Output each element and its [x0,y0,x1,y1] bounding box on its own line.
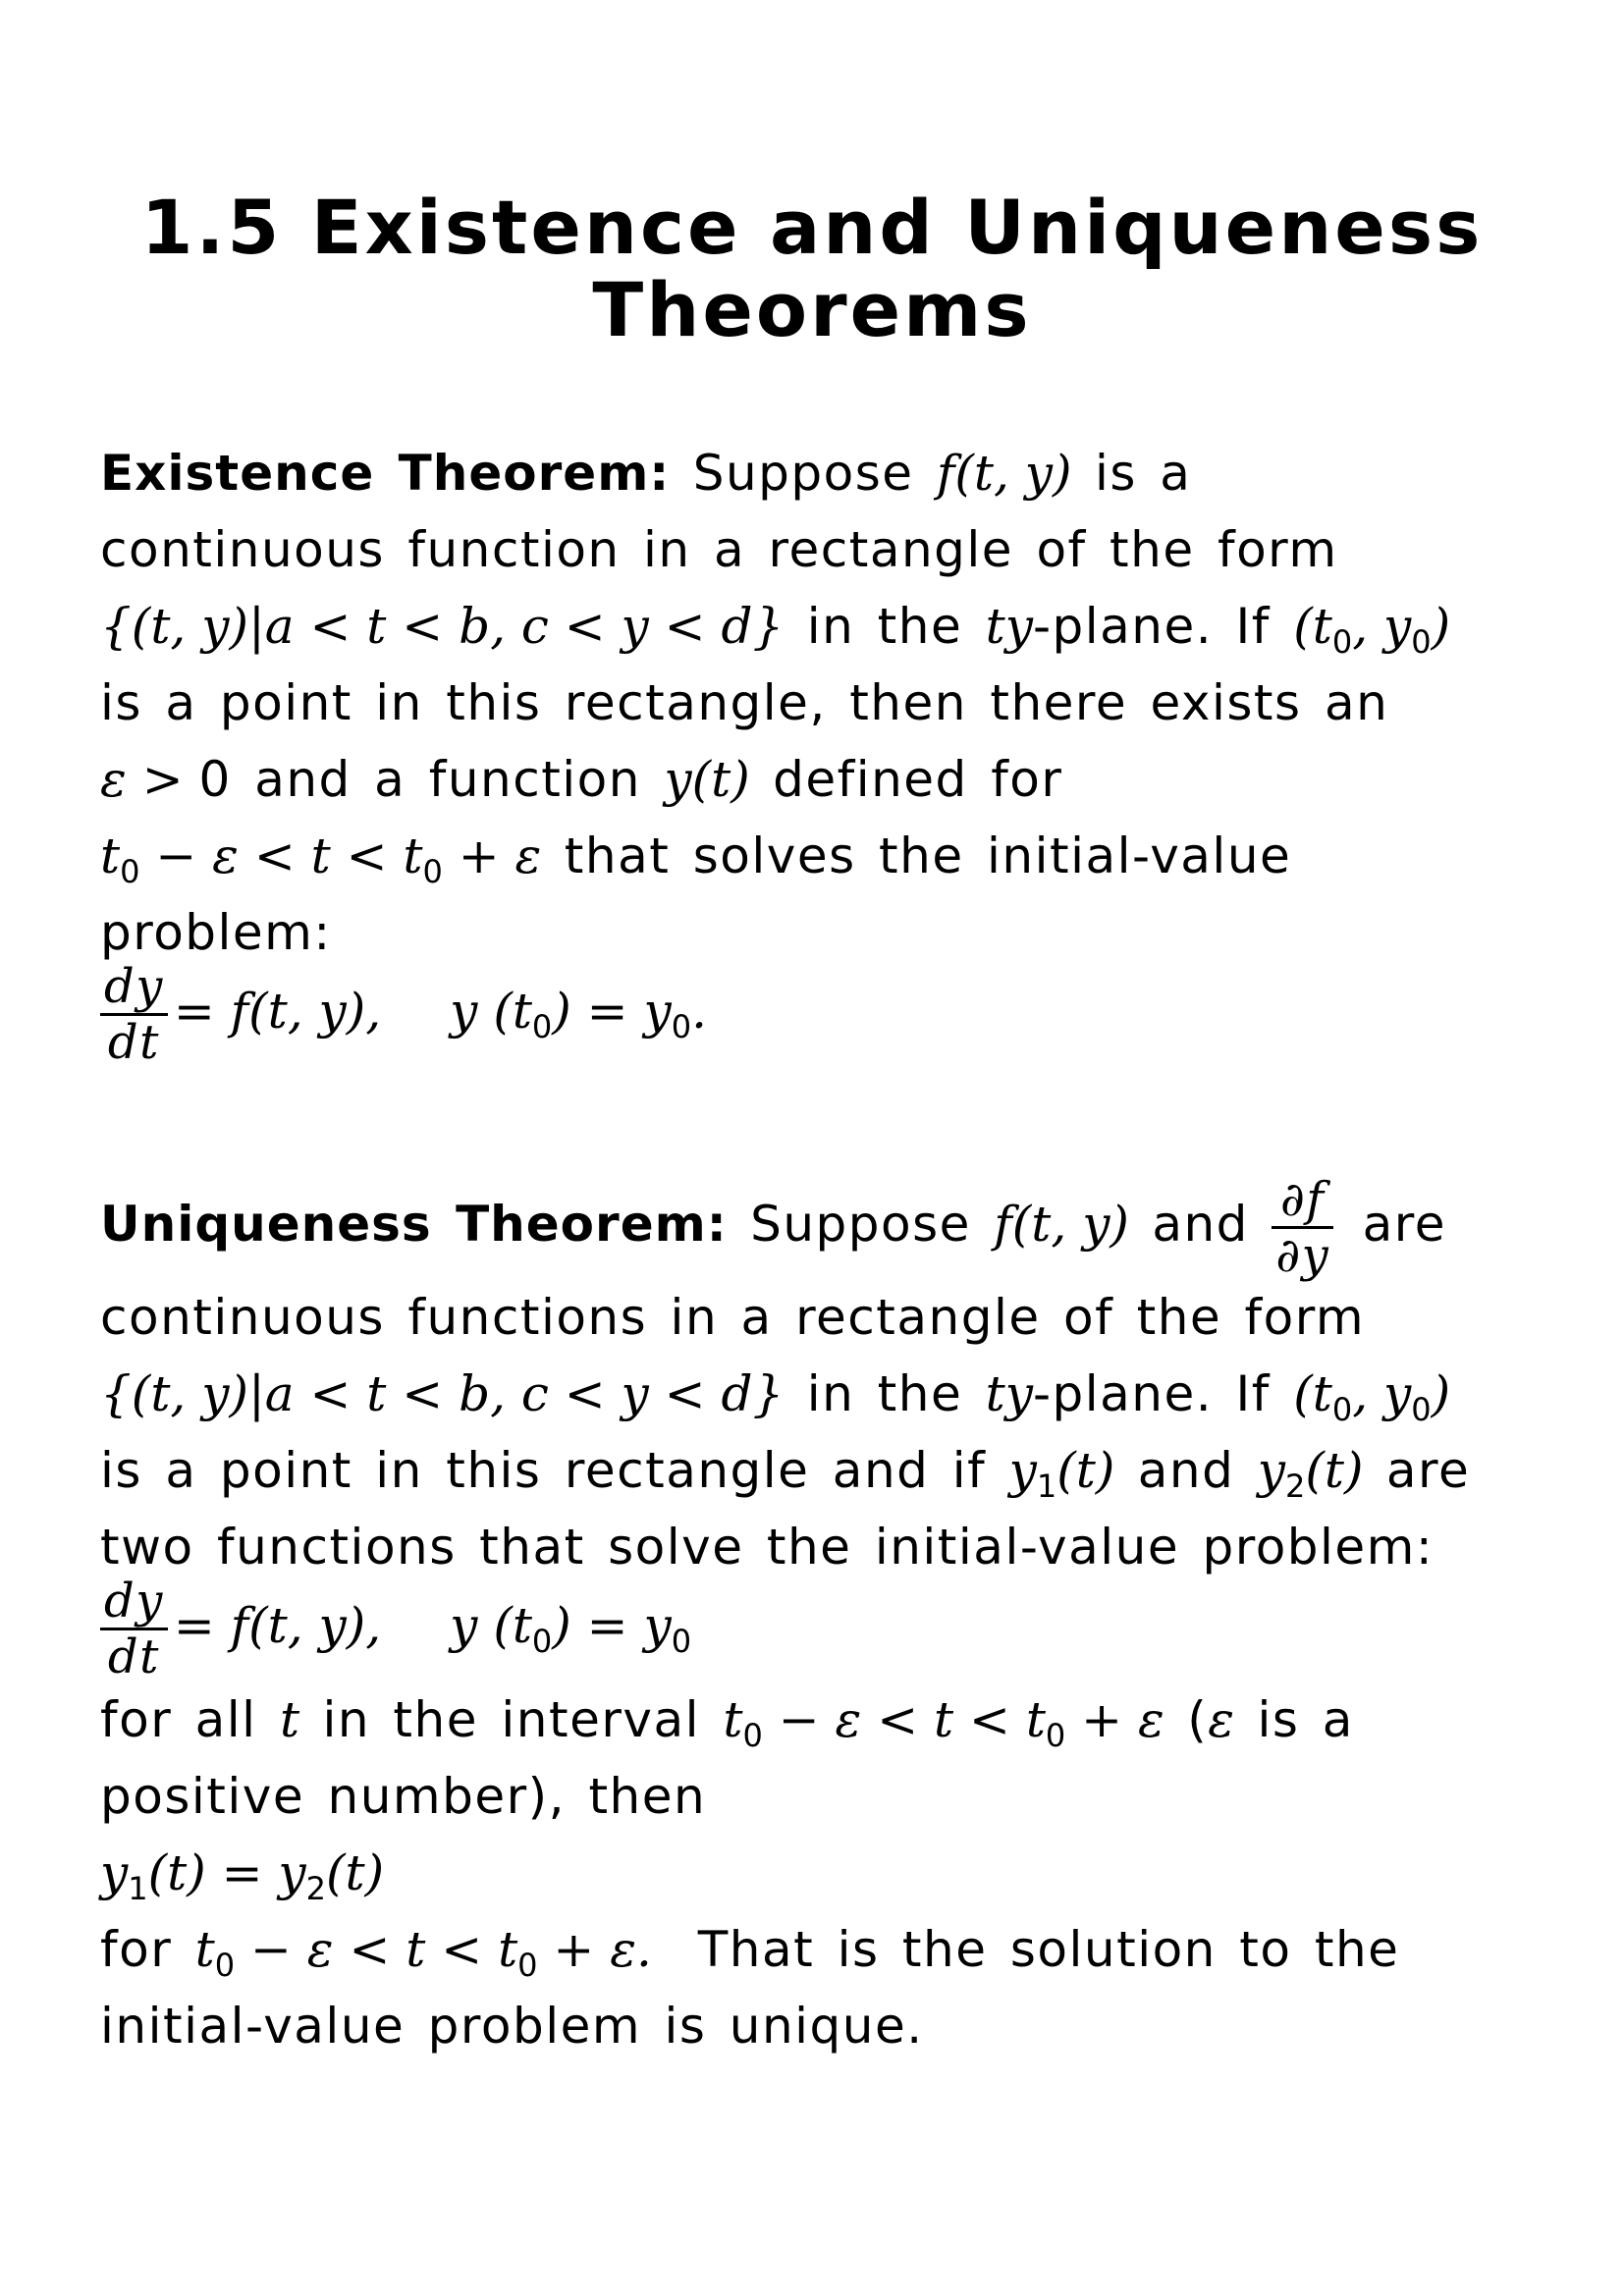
uniqueness-line-10: initial-value problem is unique. [100,1998,924,2055]
uniqueness-equation: $\frac{dy}{dt}$ = f(t, y), y $(t_0) = y_0$ [100,1575,691,1683]
math-point: ($t_0$, $y_0$) [1293,598,1451,661]
existence-line-1: Existence Theorem: Suppose f(t, y) is a [100,445,1192,502]
derivative-fraction: $\frac{dy}{dt}$ [100,1575,168,1683]
uniqueness-equality: $y_1(t) = y_2(t)$ [100,1844,385,1907]
uniqueness-line-3: {(t, y)|a < t < b, c < y < d} in the ty-plane. If ($t_0$, $y_0$) [100,1365,1451,1428]
existence-line-7: problem: [100,904,332,961]
uniqueness-line-7: positive number), then [100,1768,707,1825]
math-f: f(t, y) [936,445,1072,502]
uniqueness-line-1: Uniqueness Theorem: Suppose f(t, y) and $\frac{\partial f}{\partial y}$ are [100,1172,1447,1283]
uniqueness-line-4: is a point in this rectangle and if $y_1(t)$ and $y_2(t)$ are [100,1442,1471,1505]
math-rectangle-set: {(t, y)|a < t < b, c < y < d} [100,598,785,655]
uniqueness-label: Uniqueness Theorem: [100,1196,728,1253]
uniqueness-line-6: for all t in the interval $t_0 - \varepsilon < t < t_0 + \varepsilon$ (ε is a [100,1691,1354,1754]
uniqueness-line-2: continuous functions in a rectangle of the form [100,1289,1366,1346]
uniqueness-line-5: two functions that solve the initial-value problem: [100,1519,1435,1575]
title-line-1: 1.5 Existence and Uniqueness [140,184,1484,271]
existence-line-6: $t_0 - \varepsilon < t < t_0 + \varepsilon$ that solves the initial-value [100,828,1292,890]
partial-derivative-fraction: $\frac{\partial f}{\partial y}$ [1272,1173,1333,1282]
title-line-2: Theorems [592,266,1032,353]
derivative-fraction: $\frac{dy}{dt}$ [100,960,168,1069]
existence-equation: $\frac{dy}{dt}$ = f(t, y), y $(t_0) = y_0$. [100,960,707,1069]
existence-line-5: ε > 0 and a function y(t) defined for [100,751,1063,808]
math-interval: $t_0 - \varepsilon < t < t_0 + \varepsilon$ [100,828,542,890]
existence-line-3: {(t, y)|a < t < b, c < y < d} in the ty-plane. If ($t_0$, $y_0$) [100,598,1451,661]
existence-line-2: continuous function in a rectangle of the form [100,521,1338,578]
page-title [0,184,1624,353]
existence-line-4: is a point in this rectangle, then there exists an [100,674,1389,731]
existence-label: Existence Theorem: [100,445,671,502]
uniqueness-line-9: for $t_0 - \varepsilon < t < t_0 + \varepsilon$. That is the solution to the [100,1921,1400,1984]
